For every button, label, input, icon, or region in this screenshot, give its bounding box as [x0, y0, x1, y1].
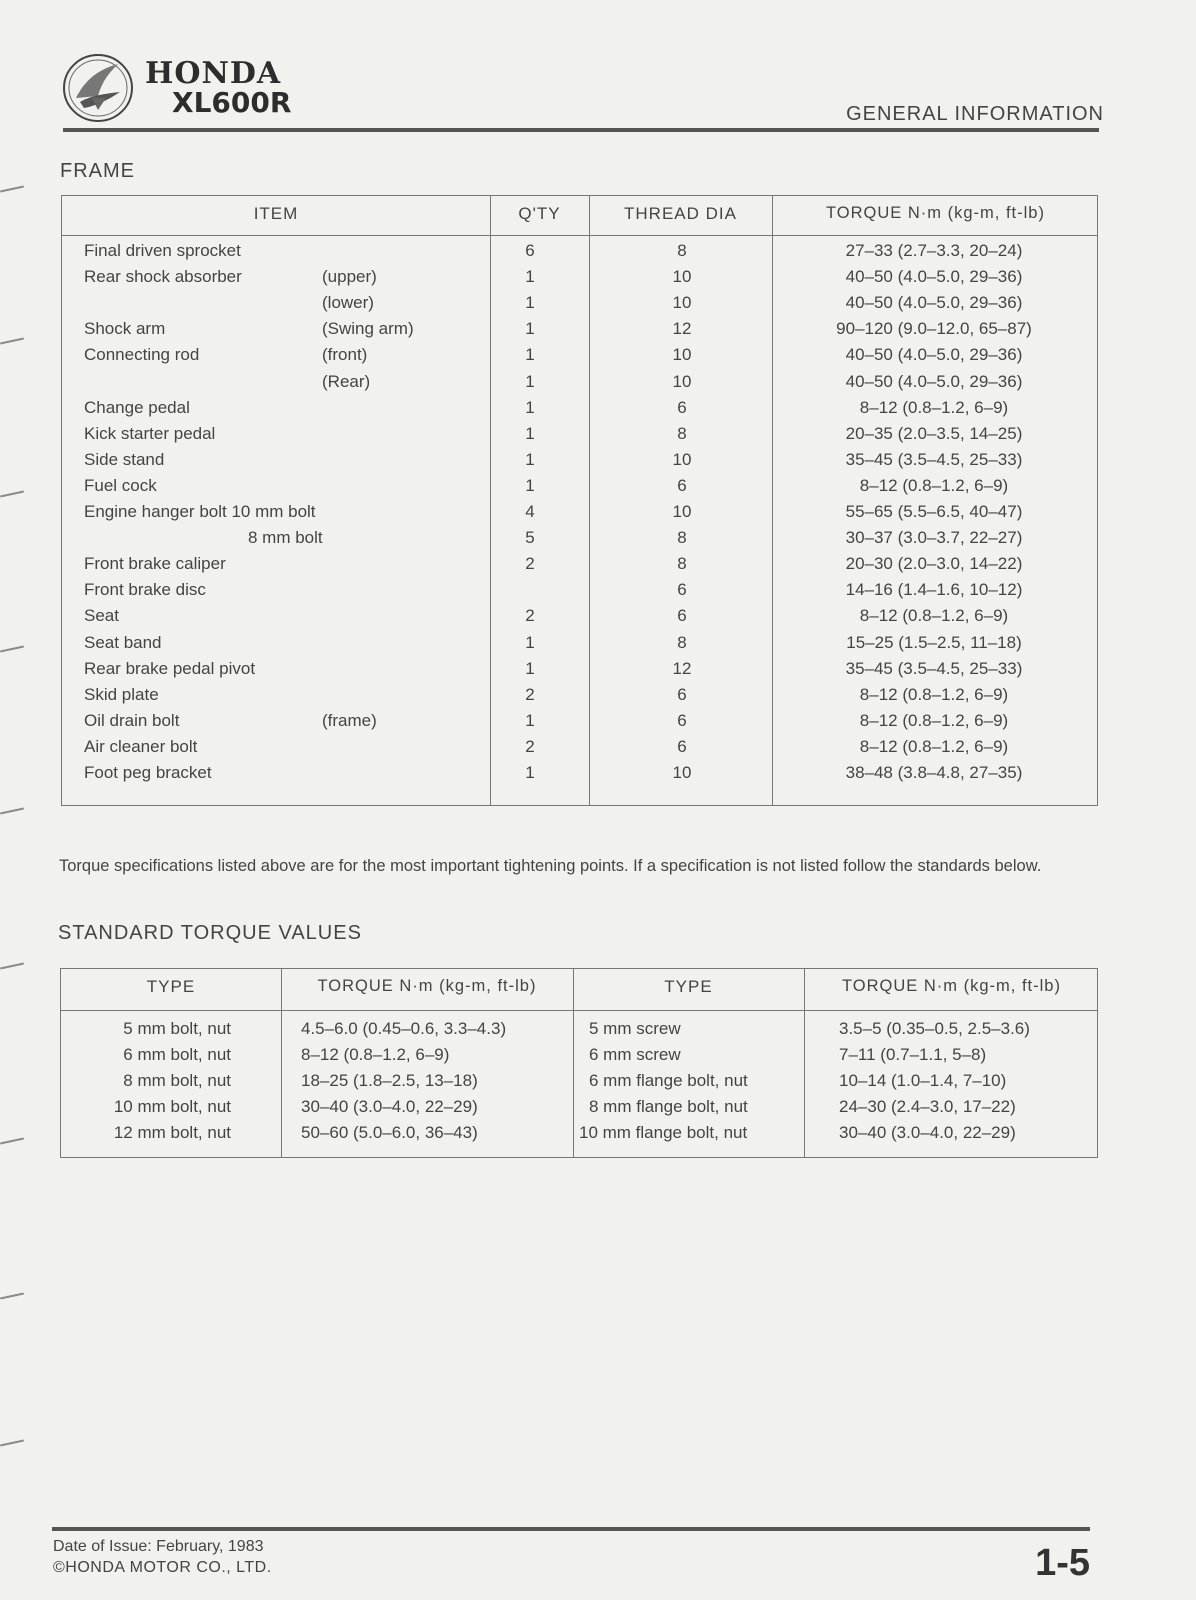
table-row [62, 398, 1097, 424]
quantity: 1 [525, 319, 535, 339]
table-row [62, 319, 1097, 345]
quantity: 5 [525, 528, 535, 548]
table-row [62, 424, 1097, 450]
torque-value: 8–12 (0.8–1.2, 6–9) [859, 475, 1009, 495]
thread-dia: 10 [672, 293, 692, 313]
column-header-torque: TORQUE N·m (kg-m, ft-lb) [317, 977, 537, 995]
thread-dia: 10 [672, 502, 692, 521]
torque-value: 8–12 (0.8–1.2, 6–9) [859, 606, 1009, 626]
quantity: 1 [525, 658, 535, 678]
header-divider [62, 235, 1097, 236]
item-name: Front brake caliper [84, 554, 226, 574]
table-row [62, 476, 1097, 502]
fastener-type: 12 mm bolt, nut [113, 1123, 231, 1142]
item-qualifier: (frame) [322, 710, 377, 730]
header-rule [63, 128, 1099, 132]
table-row [61, 1123, 1097, 1149]
quantity: 1 [525, 267, 535, 287]
item-name: Side stand [84, 449, 165, 469]
table-row [61, 1045, 1097, 1071]
fastener-type: 10 mm bolt, nut [113, 1097, 231, 1116]
thread-dia: 8 [677, 554, 687, 574]
fastener-type: 8 mm flange bolt, nut [589, 1097, 748, 1116]
torque-value: 8–12 (0.8–1.2, 6–9) [859, 710, 1009, 730]
torque-value: 4.5–6.0 (0.45–0.6, 3.3–4.3) [301, 1019, 507, 1038]
item-qualifier: (upper) [322, 267, 377, 287]
quantity: 1 [525, 371, 535, 391]
item-qualifier: (Swing arm) [322, 319, 414, 339]
torque-note: Torque specifications listed above are for the most important tightening points. If a specification is not listed follow the standards below. [59, 857, 1042, 875]
quantity: 1 [525, 710, 535, 730]
torque-value: 3.5–5 (0.35–0.5, 2.5–3.6) [839, 1019, 1030, 1038]
item-name: Oil drain bolt [84, 710, 180, 730]
item-name: Air cleaner bolt [84, 736, 198, 756]
quantity: 1 [525, 449, 535, 469]
item-name: Front brake disc [84, 580, 206, 600]
quantity: 1 [525, 345, 535, 365]
quantity: 1 [525, 632, 535, 652]
column-header-torque: TORQUE N·m (kg-m, ft-lb) [842, 977, 1061, 995]
torque-value: 24–30 (2.4–3.0, 17–22) [839, 1097, 1016, 1116]
torque-value: 40–50 (4.0–5.0, 29–36) [845, 371, 1023, 391]
torque-value: 30–37 (3.0–3.7, 22–27) [845, 528, 1023, 548]
table-row [62, 241, 1097, 267]
quantity: 2 [525, 736, 535, 756]
column-header-type: TYPE [146, 977, 196, 996]
torque-value: 20–30 (2.0–3.0, 14–22) [845, 554, 1023, 574]
fastener-type: 5 mm screw [589, 1019, 681, 1038]
torque-value: 55–65 (5.5–6.5, 40–47) [845, 502, 1023, 521]
thread-dia: 6 [677, 397, 687, 417]
torque-value: 18–25 (1.8–2.5, 13–18) [301, 1071, 478, 1090]
item-qualifier: (Rear) [322, 371, 371, 391]
table-row [62, 293, 1097, 319]
item-name: Change pedal [84, 397, 190, 417]
thread-dia: 10 [672, 449, 692, 469]
binding-mark [0, 963, 24, 970]
thread-dia: 8 [677, 528, 687, 548]
binding-mark [0, 186, 24, 193]
thread-dia: 10 [672, 267, 692, 287]
quantity: 1 [525, 763, 535, 782]
thread-dia: 6 [677, 710, 687, 730]
item-name: Engine hanger bolt 10 mm bolt [84, 502, 316, 521]
thread-dia: 12 [672, 319, 692, 339]
standard-torque-table [60, 968, 1098, 1158]
table-row [62, 606, 1097, 632]
torque-value: 90–120 (9.0–12.0, 65–87) [836, 319, 1032, 339]
torque-value: 7–11 (0.7–1.1, 5–8) [839, 1045, 987, 1064]
torque-value: 8–12 (0.8–1.2, 6–9) [301, 1045, 450, 1064]
model-name: XL600R [172, 86, 292, 119]
quantity: 1 [525, 475, 535, 495]
item-qualifier: 8 mm bolt [248, 528, 323, 548]
thread-dia: 6 [677, 684, 687, 704]
torque-value: 40–50 (4.0–5.0, 29–36) [845, 267, 1023, 287]
fastener-type: 5 mm bolt, nut [123, 1019, 231, 1038]
header-divider [61, 1010, 1097, 1011]
torque-value: 38–48 (3.8–4.8, 27–35) [845, 763, 1023, 782]
binding-mark [0, 1440, 24, 1447]
column-header-torque: TORQUE N·m (kg-m, ft-lb) [826, 204, 1045, 222]
item-qualifier: (front) [322, 345, 368, 365]
item-name: Fuel cock [84, 475, 157, 495]
fastener-type: 8 mm bolt, nut [123, 1071, 231, 1090]
thread-dia: 6 [677, 736, 687, 756]
thread-dia: 6 [677, 475, 687, 495]
torque-value: 8–12 (0.8–1.2, 6–9) [859, 736, 1009, 756]
table-row [61, 1097, 1097, 1123]
torque-value: 15–25 (1.5–2.5, 11–18) [846, 632, 1022, 652]
thread-dia: 8 [677, 632, 687, 652]
item-name: Skid plate [84, 684, 159, 704]
table-row [61, 1071, 1097, 1097]
item-name: Connecting rod [84, 345, 200, 365]
thread-dia: 10 [672, 763, 692, 782]
table-row [61, 1019, 1097, 1045]
column-header-thread-dia: THREAD DIA [624, 204, 737, 223]
thread-dia: 6 [677, 580, 687, 600]
quantity: 2 [525, 684, 535, 704]
torque-value: 50–60 (5.0–6.0, 36–43) [301, 1123, 478, 1142]
item-qualifier: (lower) [322, 293, 374, 313]
copyright: ©HONDA MOTOR CO., LTD. [53, 1559, 272, 1576]
issue-date: Date of Issue: February, 1983 [53, 1538, 264, 1555]
torque-value: 27–33 (2.7–3.3, 20–24) [845, 241, 1023, 260]
table-row [62, 763, 1097, 789]
frame-torque-table [61, 195, 1098, 806]
column-header-type: TYPE [664, 977, 713, 996]
quantity: 2 [525, 606, 535, 626]
binding-mark [0, 808, 24, 815]
table-row [62, 345, 1097, 371]
column-header-item: ITEM [253, 204, 299, 223]
table-row [62, 554, 1097, 580]
item-name: Kick starter pedal [84, 423, 216, 443]
honda-wing-logo-icon [62, 52, 134, 124]
binding-mark [0, 338, 24, 345]
torque-value: 40–50 (4.0–5.0, 29–36) [845, 345, 1023, 365]
frame-title: FRAME [60, 160, 135, 182]
torque-value: 35–45 (3.5–4.5, 25–33) [845, 658, 1023, 678]
quantity: 1 [525, 423, 535, 443]
brand-name: HONDA [145, 56, 282, 91]
fastener-type: 6 mm flange bolt, nut [589, 1071, 748, 1090]
column-header-qty: Q'TY [518, 204, 561, 223]
thread-dia: 6 [677, 606, 687, 626]
table-row [62, 267, 1097, 293]
thread-dia: 10 [672, 371, 692, 391]
standard-title: STANDARD TORQUE VALUES [58, 922, 362, 944]
thread-dia: 8 [677, 423, 687, 443]
torque-value: 10–14 (1.0–1.4, 7–10) [839, 1071, 1007, 1090]
torque-value: 14–16 (1.4–1.6, 10–12) [845, 580, 1023, 600]
section-title: GENERAL INFORMATION [846, 103, 1104, 125]
binding-mark [0, 646, 24, 653]
item-name: Shock arm [84, 319, 166, 339]
item-name: Foot peg bracket [84, 763, 212, 782]
quantity: 4 [525, 502, 535, 521]
torque-value: 8–12 (0.8–1.2, 6–9) [859, 684, 1009, 704]
table-row [62, 502, 1097, 528]
thread-dia: 8 [677, 241, 687, 260]
quantity: 2 [525, 554, 535, 574]
fastener-type: 6 mm bolt, nut [123, 1045, 231, 1064]
torque-value: 40–50 (4.0–5.0, 29–36) [845, 293, 1023, 313]
binding-mark [0, 491, 24, 498]
table-row [62, 372, 1097, 398]
item-name: Final driven sprocket [84, 241, 241, 260]
torque-value: 30–40 (3.0–4.0, 22–29) [301, 1097, 478, 1116]
item-name: Seat [84, 606, 119, 626]
fastener-type: 10 mm flange bolt, nut [579, 1123, 748, 1142]
torque-value: 20–35 (2.0–3.5, 14–25) [845, 423, 1023, 443]
torque-value: 8–12 (0.8–1.2, 6–9) [859, 397, 1009, 417]
table-row [62, 580, 1097, 606]
table-row [62, 450, 1097, 476]
table-row [62, 685, 1097, 711]
thread-dia: 10 [672, 345, 692, 365]
binding-mark [0, 1293, 24, 1300]
fastener-type: 6 mm screw [589, 1045, 681, 1064]
footer-rule [52, 1527, 1090, 1531]
table-row [62, 659, 1097, 685]
torque-value: 35–45 (3.5–4.5, 25–33) [845, 449, 1023, 469]
table-row [62, 633, 1097, 659]
item-name: Seat band [84, 632, 162, 652]
table-row [62, 528, 1097, 554]
thread-dia: 12 [672, 658, 692, 678]
quantity: 1 [525, 293, 535, 313]
page-number: 1-5 [1035, 1542, 1090, 1584]
table-row [62, 737, 1097, 763]
item-name: Rear shock absorber [84, 267, 242, 287]
torque-value: 30–40 (3.0–4.0, 22–29) [839, 1123, 1016, 1142]
table-row [62, 711, 1097, 737]
quantity: 6 [525, 241, 535, 260]
item-name: Rear brake pedal pivot [84, 658, 256, 678]
binding-mark [0, 1138, 24, 1145]
quantity: 1 [525, 397, 535, 417]
